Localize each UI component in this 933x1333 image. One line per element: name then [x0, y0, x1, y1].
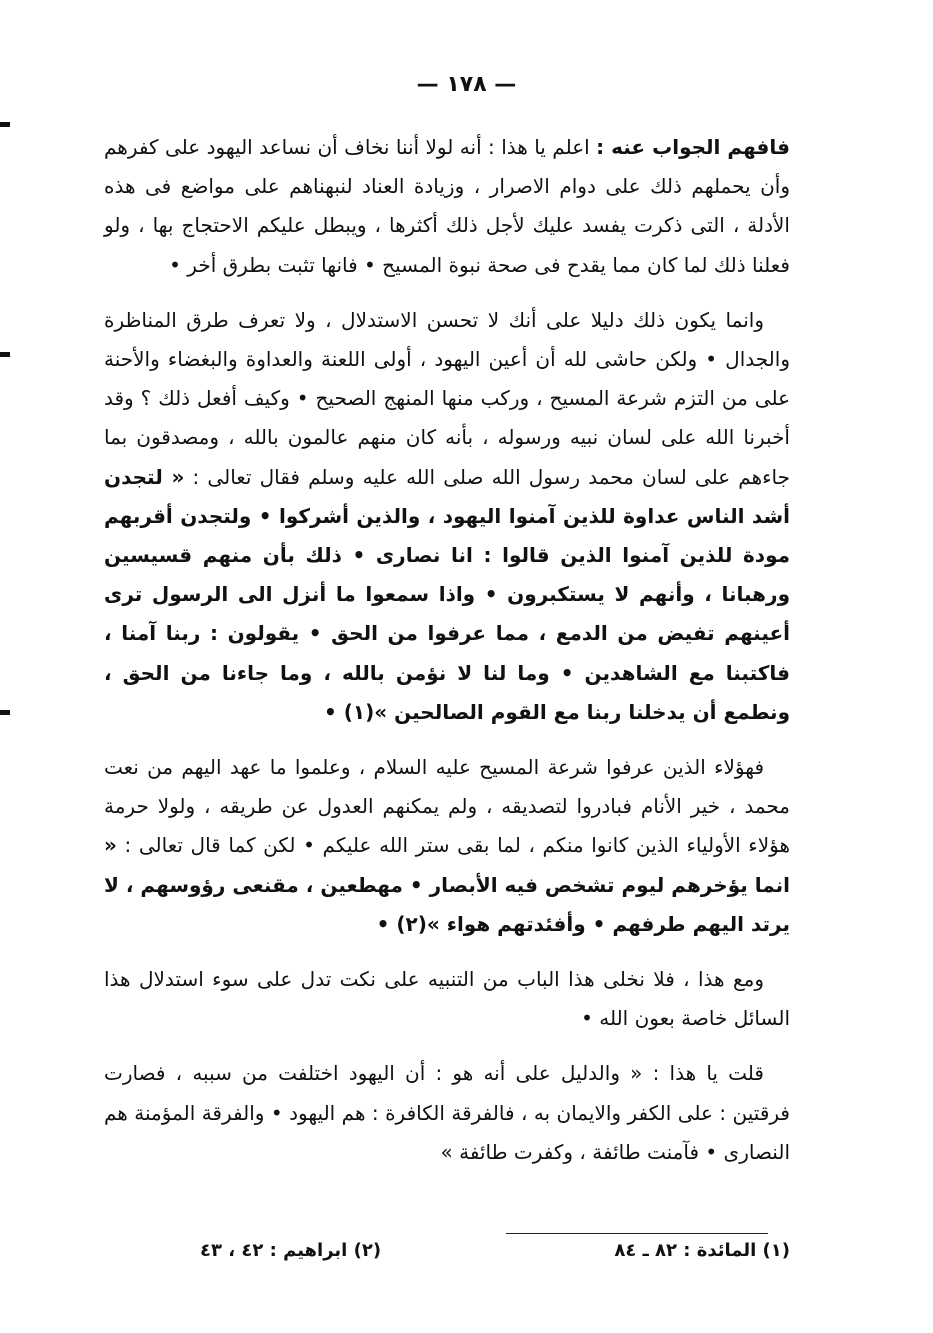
margin-mark [0, 710, 10, 715]
footnotes [200, 1240, 790, 1270]
paragraph-text: قلت يا هذا : « والدليل على أنه هو : أن اليهود اختلفت من سببه ، فصارت فرقتين : على الكفر والايمان به ، فالفرقة الكافرة : هم اليهود • والفرقة المؤمنة هم النصارى • فآمنت طائفة ، وكفرت طائفة » [104, 1061, 790, 1164]
footnote-2: (٢) ابراهيم : ٤٢ ، ٤٣ [200, 1240, 382, 1261]
paragraph [104, 128, 790, 285]
paragraph [104, 301, 790, 732]
margin-mark [0, 122, 10, 127]
quran-quote: « انما يؤخرهم ليوم تشخص فيه الأبصار • مهطعين ، مقنعى رؤوسهم ، لا يرتد اليهم طرفهم • وأفئدتهم هواء »(٢) • [104, 833, 790, 936]
paragraph-text: فهؤلاء الذين عرفوا شرعة المسيح عليه السلام ، وعلموا ما عهد اليهم من نعت محمد ، خير الأنام فبادروا لتصديقه ، ولم يمكنهم العدول عن طريقه ، ولولا حرمة هؤلاء الأولياء الذين كانوا منكم ، لما بقى ستر الله عليكم • لكن كما قال تعالى : [104, 755, 790, 858]
footnote-divider [506, 1233, 768, 1234]
paragraph-text: اعلم يا هذا : أنه لولا أننا نخاف أن نساعد اليهود على كفرهم وأن يحملهم ذلك على دوام الاصرار ، وزيادة العناد لنبهناهم على مواضع فى هذه الأدلة ، التى ذكرت يفسد عليك لأجل ذلك أكثرها ، ويبطل عليكم الاحتجاج بها ، ولو فعلنا ذلك لما كان مما يقدح فى صحة نبوة المسيح • فانها تثبت بطرق أخر • [104, 135, 790, 277]
page-number: — ١٧٨ — [416, 72, 517, 97]
margin-mark [0, 352, 10, 357]
footnote-1: (١) المائدة : ٨٢ ـ ٨٤ [614, 1240, 790, 1261]
paragraph [104, 748, 790, 944]
paragraph-text: ومع هذا ، فلا نخلى هذا الباب من التنبيه على نكت تدل على سوء استدلال هذا السائل خاصة بعون الله • [104, 967, 790, 1031]
paragraph [104, 1054, 790, 1172]
quran-quote: « لتجدن أشد الناس عداوة للذين آمنوا اليهود ، والذين أشركوا • ولتجدن أقربهم مودة للذين آمنوا الذين قالوا : انا نصارى • ذلك بأن منهم قسيسين ورهبانا ، وأنهم لا يستكبرون • واذا سمعوا ما أنزل الى الرسول ترى أعينهم تفيض من الدمع ، مما عرفوا من الحق • يقولون : ربنا آمنا ، فاكتبنا مع الشاهدين • وما لنا لا نؤمن بالله ، وما جاءنا من الحق ، ونطمع أن يدخلنا ربنا مع القوم الصالحين »(١) • [104, 464, 790, 724]
paragraph [104, 960, 790, 1038]
page-body [104, 128, 790, 1188]
paragraph-text: وانما يكون ذلك دليلا على أنك لا تحسن الاستدلال ، ولا تعرف طرق المناظرة والجدال • ولكن حاشى لله أن أعين اليهود ، أولى اللعنة والعداوة والبغضاء والأحنة على من التزم شرعة المسيح ، وركب منها المنهج الصحيح • وكيف أفعل ذلك ؟ وقد أخبرنا الله على لسان نبيه ورسوله ، بأنه كان منهم عالمون بالله ، ومصدقون بما جاءهم على لسان محمد رسول الله صلى الله عليه وسلم فقال تعالى : [104, 307, 790, 489]
bold-lead: فافهم الجواب عنه : [596, 135, 790, 159]
